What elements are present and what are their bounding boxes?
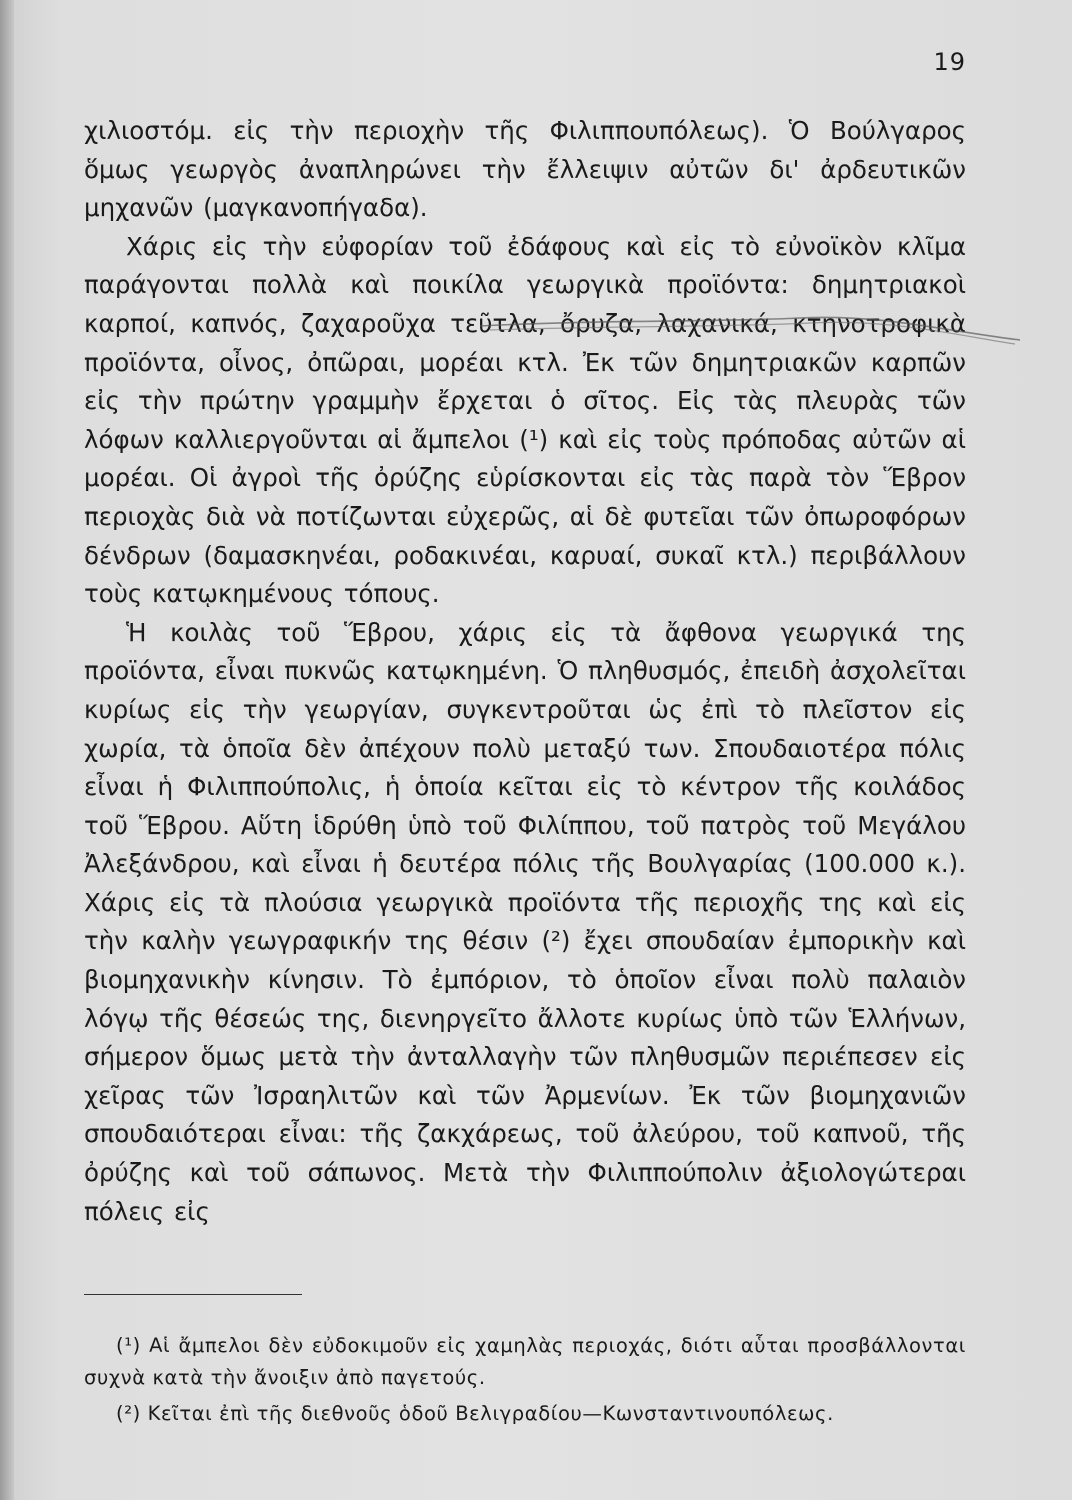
paragraph-1: χιλιοστόμ. εἰς τὴν περιοχὴν τῆς Φιλιππουπόλεως). Ὁ Βούλγαρος ὅμως γεωργὸς ἀναπληρώνει τὴν ἔλλειψιν αὐτῶν δι' ἀρδευτικῶν μηχανῶν (μαγκανοπήγαδα).	[84, 116, 966, 223]
paragraph-2: Χάρις εἰς τὴν εὐφορίαν τοῦ ἐδάφους καὶ εἰς τὸ εὐνοϊκὸν κλῖμα παράγονται πολλὰ καὶ ποικίλα γεωργικὰ προϊόντα: δημητριακοὶ καρποί, καπνός, ζαχαροῦχα τεῦτλα, ὄρυζα, λαχανικά, κτηνοτροφικὰ προϊόντα, οἶνος, ὀπῶραι, μορέαι κτλ. Ἐκ τῶν δημητριακῶν καρπῶν εἰς τὴν πρώτην γραμμὴν ἔρχεται ὁ σῖτος. Εἰς τὰς πλευρὰς τῶν λόφων καλλιεργοῦνται αἱ ἄμπελοι (¹) καὶ εἰς τοὺς πρόποδας αὐτῶν αἱ μορέαι. Οἱ ἀγροὶ τῆς ὀρύζης εὑρίσκονται εἰς τὰς παρὰ τὸν Ἕβρον περιοχὰς διὰ νὰ ποτίζωνται εὐχερῶς, αἱ δὲ φυτεῖαι τῶν ὀπωροφόρων δένδρων (δαμασκηνέαι, ροδακινέαι, καρυαί, συκαῖ κτλ.) περιβάλλουν τοὺς κατῳκημένους τόπους.	[84, 231, 966, 609]
paragraph-3: Ἡ κοιλὰς τοῦ Ἕβρου, χάρις εἰς τὰ ἄφθονα γεωργικά της προϊόντα, εἶναι πυκνῶς κατῳκημένη. Ὁ πληθυσμός, ἐπειδὴ ἀσχολεῖται κυρίως εἰς τὴν γεωργίαν, συγκεντροῦται ὡς ἐπὶ τὸ πλεῖστον εἰς χωρία, τὰ ὁποῖα δὲν ἀπέχουν πολὺ μεταξύ των. Σπουδαιοτέρα πόλις εἶναι ἡ Φιλιππούπολις, ἡ ὁποία κεῖται εἰς τὸ κέντρον τῆς κοιλάδος τοῦ Ἕβρου. Αὕτη ἱδρύθη ὑπὸ τοῦ Φιλίππου, τοῦ πατρὸς τοῦ Μεγάλου Ἀλεξάνδρου, καὶ εἶναι ἡ δευτέρα πόλις τῆς Βουλγαρίας (100.000 κ.). Χάρις εἰς τὰ πλούσια γεωργικὰ προϊόντα τῆς περιοχῆς της καὶ εἰς τὴν καλὴν γεωγραφικήν της θέσιν (²) ἔχει σπουδαίαν ἐμπορικὴν καὶ βιομηχανικὴν κίνησιν. Τὸ ἐμπόριον, τὸ ὁποῖον εἶναι πολὺ παλαιὸν λόγῳ τῆς θέσεώς της, διενηργεῖτο ἄλλοτε κυρίως ὑπὸ τῶν Ἑλλήνων, σήμερον ὅμως μετὰ τὴν ἀνταλλαγὴν τῶν πληθυσμῶν περιέπεσεν εἰς χεῖρας τῶν Ἰσραηλιτῶν καὶ τῶν Ἀρμενίων. Ἐκ τῶν βιομηχανιῶν σπουδαιότεραι εἶναι: τῆς ζακχάρεως, τοῦ ἀλεύρου, τοῦ καπνοῦ, τῆς ὀρύζης καὶ τοῦ σάπωνος. Μετὰ τὴν Φιλιππούπολιν ἀξιολογώτεραι πόλεις εἰς	[84, 617, 966, 1226]
footnote-separator	[84, 1294, 302, 1295]
page-number: 19	[933, 48, 966, 76]
footnotes	[84, 1330, 966, 1434]
footnote-2: (²) Κεῖται ἐπὶ τῆς διεθνοῦς ὁδοῦ Βελιγραδίου—Κωνσταντινουπόλεως.	[116, 1402, 834, 1425]
body-text	[84, 112, 966, 1231]
binding-edge	[0, 0, 14, 1500]
footnote-1: (¹) Αἱ ἄμπελοι δὲν εὐδοκιμοῦν εἰς χαμηλὰς περιοχάς, διότι αὗται προσβάλλονται συχνὰ κατὰ τὴν ἄνοιξιν ἀπὸ παγετούς.	[84, 1334, 966, 1389]
